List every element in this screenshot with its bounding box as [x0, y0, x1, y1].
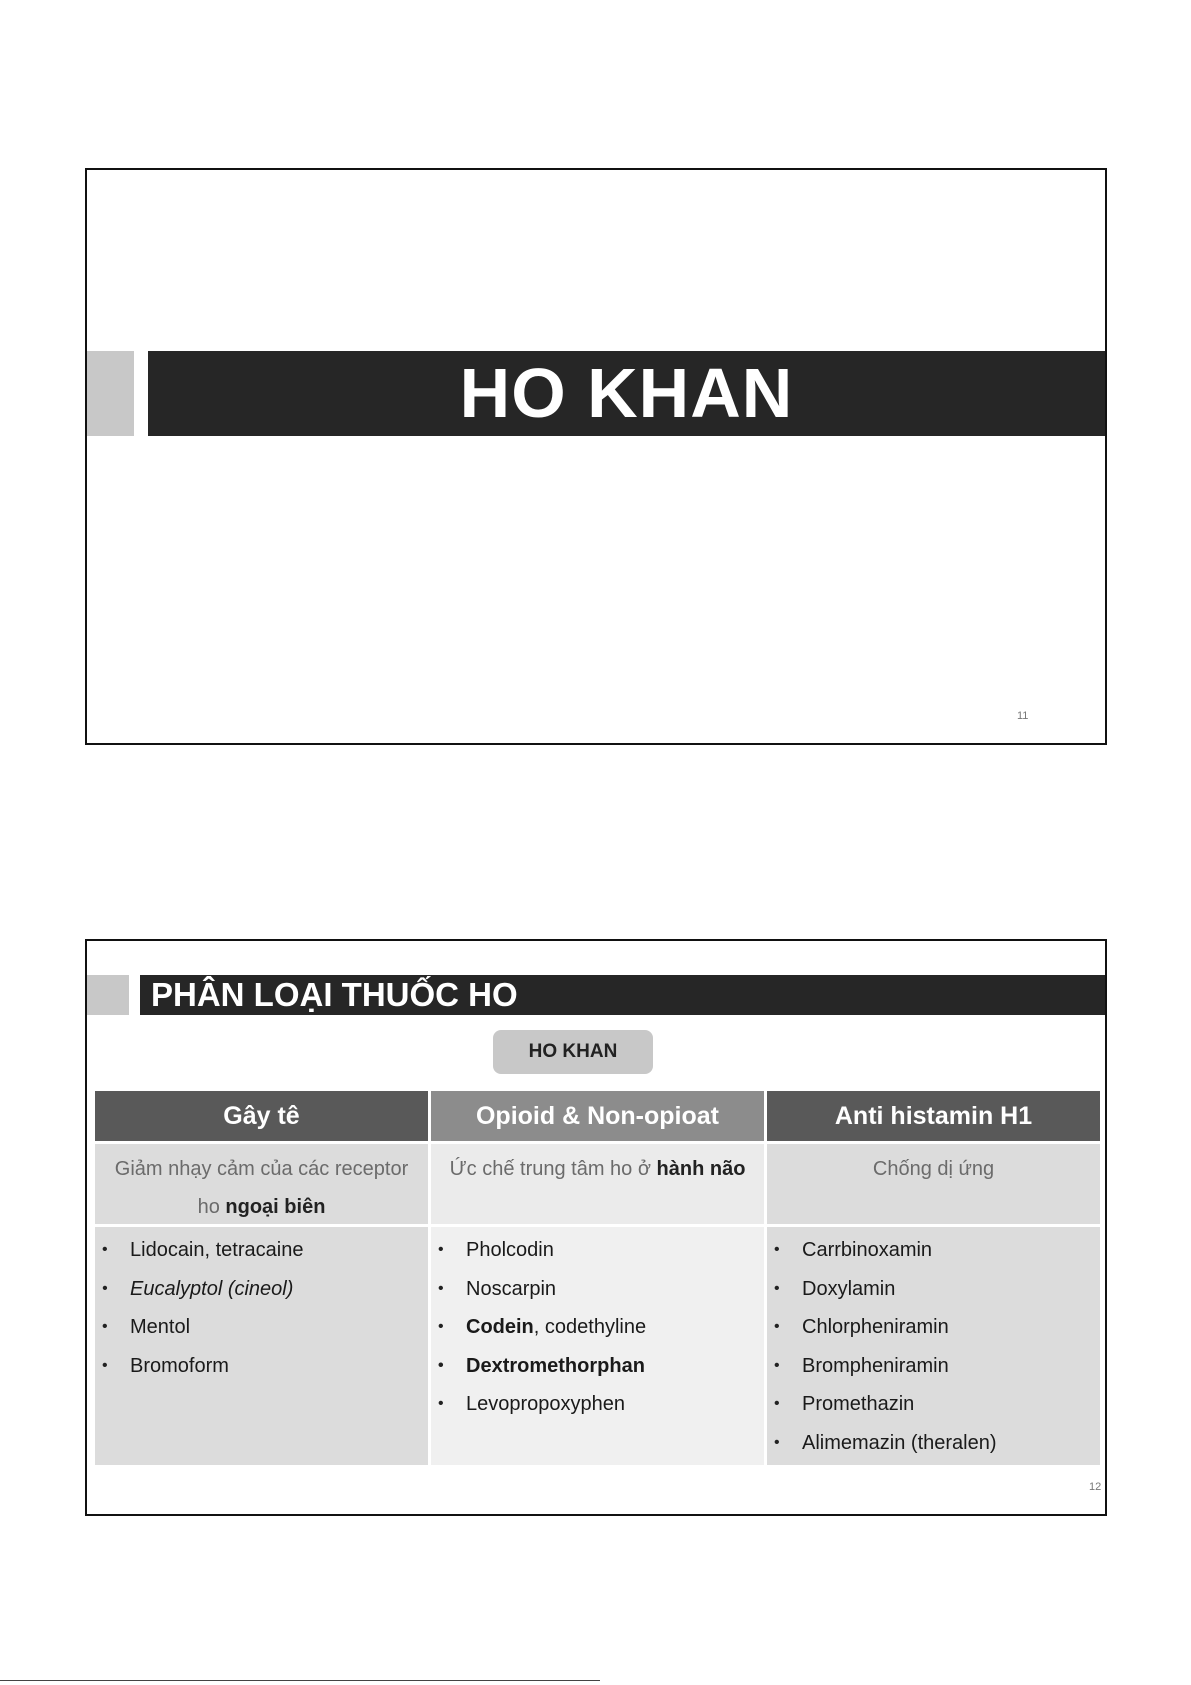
list-item: • Doxylamin — [767, 1275, 1100, 1314]
description-text: Chống dị ứng — [872, 1158, 995, 1180]
column-description — [767, 1144, 1100, 1224]
list-item: • Dextromethorphan — [431, 1352, 764, 1391]
list-item: • Brompheniramin — [767, 1352, 1100, 1391]
column-antihistamin — [767, 1091, 1100, 1481]
page-number: 12 — [1089, 1481, 1102, 1493]
slide-12 — [85, 939, 1107, 1516]
slide-title: HO KHAN — [459, 354, 794, 432]
description-text: Giảm nhạy cảm của các receptor ho — [114, 1158, 409, 1218]
list-item: • Promethazin — [767, 1390, 1100, 1429]
list-item-emphasis: Codein — [466, 1316, 534, 1338]
slide-title: PHÂN LOẠI THUỐC HO — [151, 976, 518, 1013]
list-item-rest: , codethyline — [533, 1316, 647, 1338]
description-emphasis: ngoại biên — [225, 1196, 326, 1218]
list-item: • Carrbinoxamin — [767, 1236, 1100, 1275]
list-item: • Chlorpheniramin — [767, 1313, 1100, 1352]
drug-list — [431, 1227, 764, 1465]
list-item: • Levopropoxyphen — [431, 1390, 764, 1429]
list-item: • Bromoform — [95, 1352, 428, 1391]
column-header: Opioid & Non-opioat — [431, 1091, 764, 1141]
list-item: • Pholcodin — [431, 1236, 764, 1275]
title-accent-block — [87, 351, 134, 436]
list-item: • Noscarpin — [431, 1275, 764, 1314]
title-accent-block — [87, 975, 129, 1015]
slide-11 — [85, 168, 1107, 745]
drug-list — [95, 1227, 428, 1465]
column-description — [431, 1144, 764, 1224]
subtitle-pill: HO KHAN — [493, 1030, 653, 1074]
drug-list — [767, 1227, 1100, 1465]
list-item — [431, 1313, 764, 1352]
list-item: • Alimemazin (theralen) — [767, 1429, 1100, 1468]
column-gay-te — [95, 1091, 428, 1481]
list-item: • Lidocain, tetracaine — [95, 1236, 428, 1275]
page-number: 11 — [1017, 710, 1029, 722]
column-header: Gây tê — [95, 1091, 428, 1141]
list-item: • Eucalyptol (cineol) — [95, 1275, 428, 1314]
column-description — [95, 1144, 428, 1224]
description-emphasis: hành não — [656, 1158, 746, 1180]
column-header: Anti histamin H1 — [767, 1091, 1100, 1141]
list-item: • Mentol — [95, 1313, 428, 1352]
footer-rule — [0, 1680, 600, 1681]
description-text: Ức chế trung tâm ho ở — [449, 1158, 657, 1180]
column-opioid — [431, 1091, 764, 1481]
